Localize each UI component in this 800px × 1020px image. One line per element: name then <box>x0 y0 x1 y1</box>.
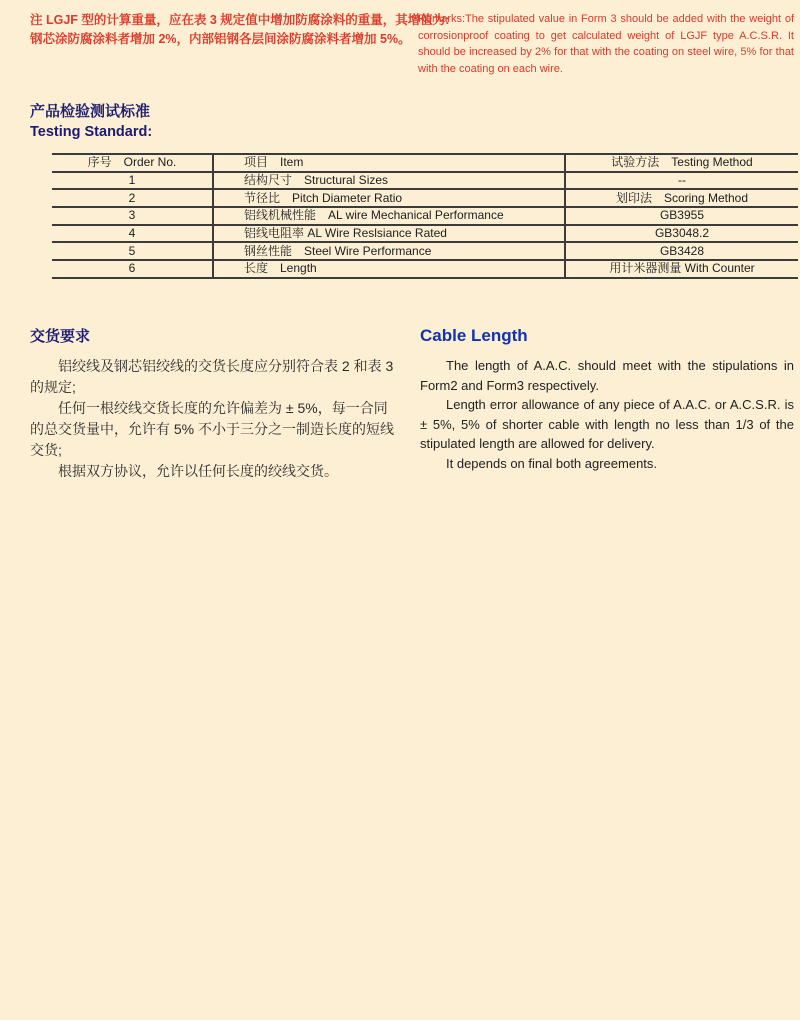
header-order-no: 序号 Order No. <box>52 154 213 172</box>
header-testing-method: 试验方法 Testing Method <box>565 154 798 172</box>
table-row <box>52 242 798 260</box>
table-header-row <box>52 154 798 172</box>
cell-order-no: 1 <box>52 172 213 190</box>
cell-item: 钢丝性能 Steel Wire Performance <box>213 242 565 260</box>
cell-method: GB3048.2 <box>565 225 798 243</box>
cell-item: 长度 Length <box>213 260 565 278</box>
table-row <box>52 260 798 278</box>
cable-length-paragraph: Length error allowance of any piece of A.A.C. or A.C.S.R. is ± 5%, 5% of shorter cable with length no less than 1/3 of the stipulated length are allowed for delivery. <box>420 397 794 451</box>
cable-length-paragraph: It depends on final both agreements. <box>446 455 658 471</box>
cell-item: 结构尺寸 Structural Sizes <box>213 172 565 190</box>
header-item: 项目 Item <box>213 154 565 172</box>
cell-order-no: 6 <box>52 260 213 278</box>
table-row <box>52 207 798 225</box>
cell-method: GB3955 <box>565 207 798 225</box>
remark-note-cn-line1: 注 LGJF 型的计算重量，应在表 3 规定值中增加防腐涂料的重量，其增值为: <box>30 13 450 27</box>
testing-standard-title-en: Testing Standard: <box>30 124 153 140</box>
cable-length-title: Cable Length <box>420 326 528 345</box>
cell-item: 节径比 Pitch Diameter Ratio <box>213 189 565 207</box>
cell-item: 铝线机械性能 AL wire Mechanical Performance <box>213 207 565 225</box>
cell-item: 铝线电阻率 AL Wire Reslsiance Rated <box>213 225 565 243</box>
table-row <box>52 172 798 190</box>
delivery-title-cn: 交货要求 <box>30 328 91 345</box>
cable-length-paragraphs <box>420 356 794 473</box>
cell-method: 用计米器测量 With Counter <box>565 260 798 278</box>
delivery-paragraphs-cn <box>30 356 398 482</box>
cell-order-no: 3 <box>52 207 213 225</box>
remark-note-en: Remarks:The stipulated value in Form 3 should be added with the weight of corrosionproof coating to get calculated weight of LGJF type A.C.S.R. It should be increased by 2% for that with the coating on steel wire, 5% for that with the coating on each wire. <box>418 13 794 75</box>
table-row <box>52 189 798 207</box>
table-row <box>52 225 798 243</box>
delivery-paragraph-cn: 任何一根绞线交货长度的允许偏差为 ± 5%，每一合同的总交货量中，允许有 5% 不小于三分之一制造长度的短线交货; <box>30 400 395 458</box>
cell-order-no: 5 <box>52 242 213 260</box>
delivery-paragraph-cn: 根据双方协议，允许以任何长度的绞线交货。 <box>58 463 338 479</box>
cable-length-paragraph: The length of A.A.C. should meet with the stipulations in Form2 and Form3 respectively. <box>420 358 794 393</box>
delivery-paragraph-cn: 铝绞线及钢芯铝绞线的交货长度应分别符合表 2 和表 3 的规定; <box>30 358 394 395</box>
testing-standard-table <box>52 153 798 279</box>
remark-note-cn-line2: 钢芯涂防腐涂料者增加 2%，内部铝钢各层间涂防腐涂料者增加 5%。 <box>30 32 411 46</box>
testing-standard-title-cn: 产品检验测试标准 <box>30 103 151 120</box>
cell-method: -- <box>565 172 798 190</box>
cell-method: GB3428 <box>565 242 798 260</box>
cell-method: 划印法 Scoring Method <box>565 189 798 207</box>
cell-order-no: 4 <box>52 225 213 243</box>
cell-order-no: 2 <box>52 189 213 207</box>
remark-note-cn <box>30 11 450 49</box>
